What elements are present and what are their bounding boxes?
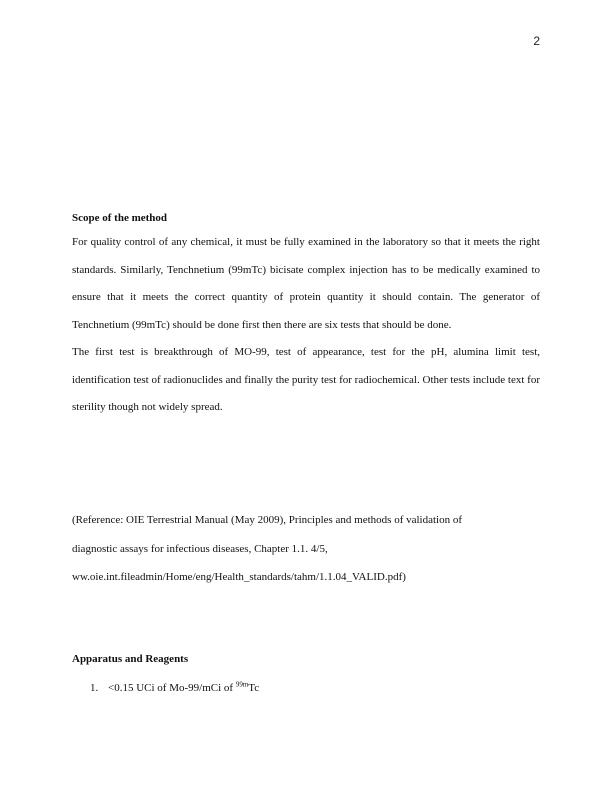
scope-body [72,229,540,422]
scope-section [72,211,540,225]
list-item-number: 1. [90,682,99,694]
apparatus-heading: Apparatus and Reagents [72,653,189,665]
reference-line-1: (Reference: OIE Terrestrial Manual (May 2009), Principles and methods of validation of [72,514,463,526]
reference-block [72,506,540,592]
scope-heading: Scope of the method [72,212,168,224]
reference-line-3: ww.oie.int.fileadmin/Home/eng/Health_standards/tahm/1.1.04_VALID.pdf) [72,571,406,583]
apparatus-section [72,652,540,666]
page-number: 2 [533,34,540,48]
apparatus-list [72,681,540,695]
isotope-superscript: 99m [235,680,249,689]
scope-paragraph-1: For quality control of any chemical, it must be fully examined in the laboratory so that it meets the right standards. Similarly, Tenchnetium (99mTc) bicisate complex injection has to be medically examined to ensure that it meets the correct quantity of protein quantity it should contain. The generator of Tenchnetium (99mTc) should be done first then there are six tests that should be done. [72,236,540,331]
list-item [72,681,540,695]
reference-line-2: diagnostic assays for infectious diseases, Chapter 1.1. 4/5, [72,542,328,555]
list-item-text: <0.15 UCi of Mo-99/mCi of $^{99m}$Tc [108,680,260,694]
scope-paragraph-2: The first test is breakthrough of MO-99, test of appearance, test for the pH, alumina limit test, identification test of radionuclides and finally the purity test for radiochemical. Other tests include text for sterility though not widely spread. [72,346,540,413]
